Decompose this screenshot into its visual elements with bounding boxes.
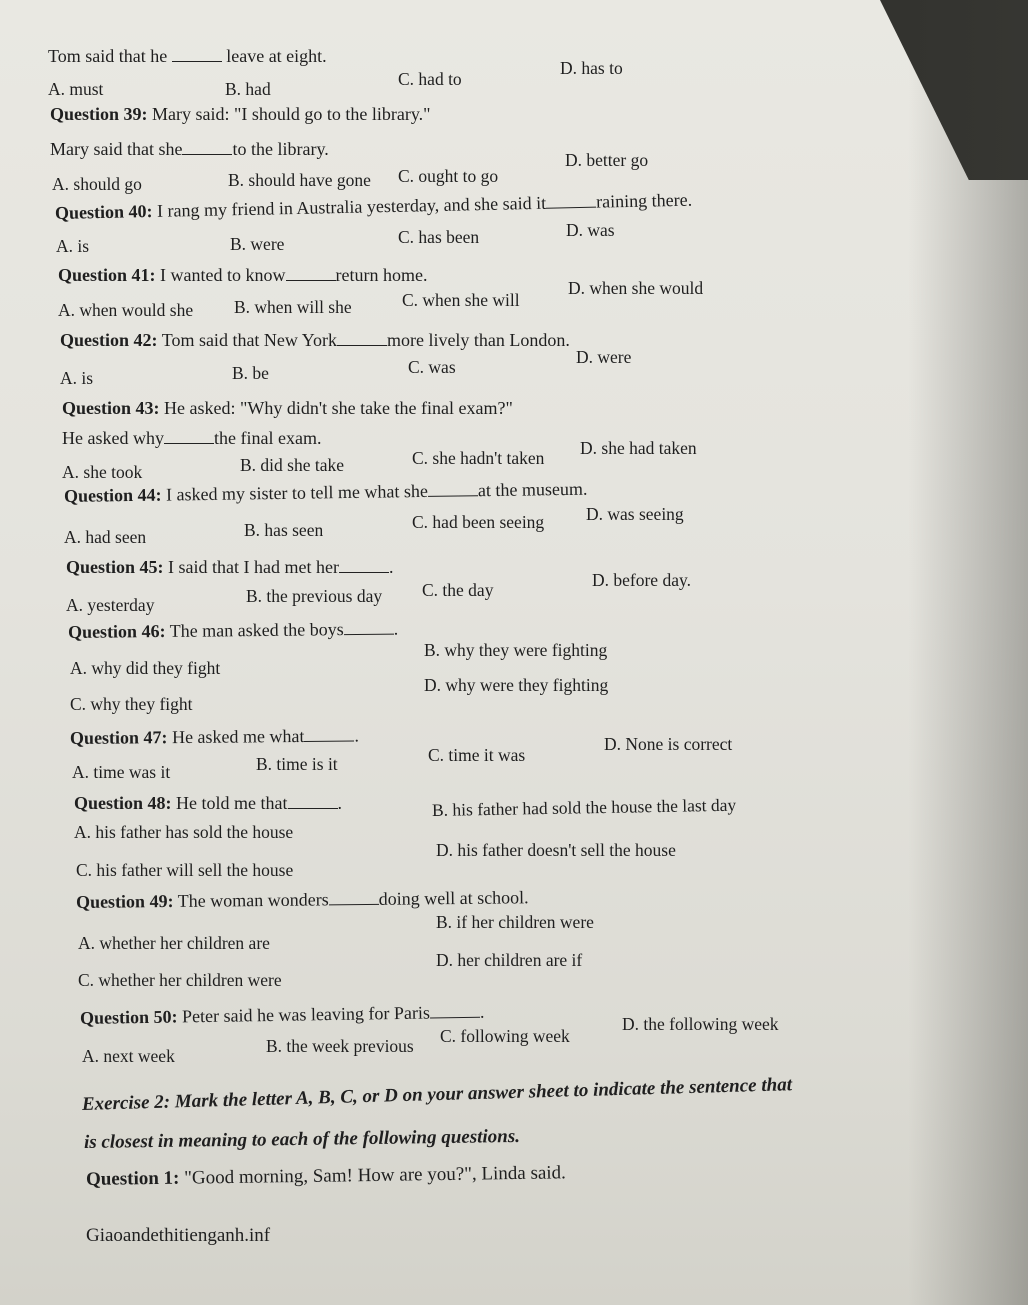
- option-d: D. his father doesn't sell the house: [436, 840, 676, 860]
- option-c: C. ought to go: [398, 166, 499, 186]
- option-a: A. next week: [82, 1046, 175, 1066]
- option-a: A. yesterday: [66, 595, 155, 615]
- answer-blank: [430, 1003, 480, 1019]
- option-c: C. the day: [422, 580, 494, 600]
- option-b: B. did she take: [240, 455, 345, 475]
- watermark-footer: Giaoandethitienganh.inf: [86, 1225, 271, 1246]
- answer-blank: [428, 481, 478, 497]
- option-d: D. before day.: [592, 570, 691, 590]
- answer-blank: [286, 266, 336, 281]
- option-b: B. his father had sold the house the last day: [431, 794, 737, 820]
- option-a: A. should go: [52, 174, 142, 194]
- answer-blank: [329, 890, 379, 906]
- option-c: C. was: [408, 357, 456, 377]
- option-b: B. be: [232, 363, 269, 383]
- answer-blank: [182, 140, 232, 155]
- question-48: Question 48: He told me that .: [74, 793, 342, 813]
- option-d: D. None is correct: [604, 734, 733, 754]
- answer-blank: [337, 331, 387, 346]
- option-a: A. must: [48, 79, 104, 99]
- option-a: A. is: [56, 236, 90, 256]
- exercise-instruction-cont: is closest in meaning to each of the following questions.: [83, 1125, 521, 1153]
- question-44: Question 44: I asked my sister to tell me what she at the museum.: [63, 478, 588, 506]
- question-stem: He asked why the final exam.: [62, 428, 322, 448]
- question-42: Question 42: Tom said that New York more lively than London.: [60, 330, 570, 350]
- answer-blank: [339, 558, 389, 573]
- option-b: B. time is it: [256, 754, 338, 774]
- option-d: D. has to: [560, 58, 623, 78]
- option-c: C. time it was: [428, 745, 526, 765]
- question-41: Question 41: I wanted to know return home.: [58, 265, 428, 285]
- question-45: Question 45: I said that I had met her .: [66, 557, 394, 577]
- question-47: Question 47: He asked me what .: [69, 725, 360, 748]
- question-43: Question 43: He asked: "Why didn't she take the final exam?": [62, 398, 513, 418]
- answer-blank: [304, 727, 354, 742]
- question-39: Question 39: Mary said: "I should go to the library.": [50, 104, 431, 124]
- option-a: A. whether her children are: [78, 933, 270, 953]
- option-c: C. had to: [398, 69, 462, 89]
- option-b: B. the week previous: [266, 1036, 414, 1056]
- option-a: A. why did they fight: [70, 658, 221, 678]
- answer-blank: [344, 620, 394, 636]
- option-b: B. had: [225, 79, 271, 99]
- option-c: C. whether her children were: [78, 970, 282, 990]
- option-d: D. her children are if: [436, 950, 583, 970]
- option-b: B. if her children were: [436, 912, 594, 932]
- exercise-instruction: Exercise 2: Mark the letter A, B, C, or D on your answer sheet to indicate the sentence that: [81, 1074, 793, 1115]
- option-d: D. why were they fighting: [424, 675, 609, 695]
- option-c: C. she hadn't taken: [412, 448, 545, 468]
- question-stem: Tom said that he leave at eight.: [48, 46, 327, 66]
- option-b: B. has seen: [244, 520, 324, 540]
- option-a: A. his father has sold the house: [74, 822, 294, 842]
- option-d: D. were: [576, 347, 632, 367]
- page-shadow: [908, 0, 1028, 1305]
- option-d: D. better go: [565, 150, 649, 170]
- option-b: B. the previous day: [246, 586, 383, 606]
- option-d: D. the following week: [622, 1014, 779, 1034]
- option-a: A. is: [60, 368, 94, 388]
- answer-blank: [164, 429, 214, 444]
- option-b: B. should have gone: [228, 170, 371, 190]
- option-c: C. his father will sell the house: [76, 860, 294, 880]
- exercise-question-1: Question 1: "Good morning, Sam! How are you?", Linda said.: [85, 1162, 566, 1190]
- option-b: B. when will she: [234, 297, 352, 317]
- option-c: C. following week: [440, 1026, 570, 1046]
- option-d: D. was seeing: [586, 504, 684, 524]
- answer-blank: [546, 193, 596, 209]
- question-50: Question 50: Peter said he was leaving for Paris .: [79, 1001, 485, 1028]
- question-40: Question 40: I rang my friend in Australia yesterday, and she said it raining there.: [54, 189, 693, 223]
- option-c: C. why they fight: [70, 694, 193, 714]
- question-stem: Mary said that she to the library.: [50, 139, 329, 159]
- answer-blank: [288, 794, 338, 809]
- option-a: A. she took: [62, 462, 143, 482]
- option-a: A. when would she: [58, 300, 194, 320]
- option-c: C. has been: [398, 227, 480, 247]
- question-46: Question 46: The man asked the boys .: [67, 618, 399, 642]
- option-b: B. why they were fighting: [424, 640, 608, 660]
- option-c: C. when she will: [402, 290, 520, 310]
- option-a: A. had seen: [64, 527, 147, 547]
- option-b: B. were: [230, 234, 285, 254]
- option-c: C. had been seeing: [412, 512, 545, 532]
- option-d: D. was: [566, 220, 615, 240]
- question-49: Question 49: The woman wonders doing well at school.: [75, 887, 529, 912]
- answer-blank: [172, 47, 222, 62]
- option-d: D. when she would: [568, 278, 704, 298]
- option-a: A. time was it: [72, 762, 171, 782]
- option-d: D. she had taken: [580, 438, 697, 458]
